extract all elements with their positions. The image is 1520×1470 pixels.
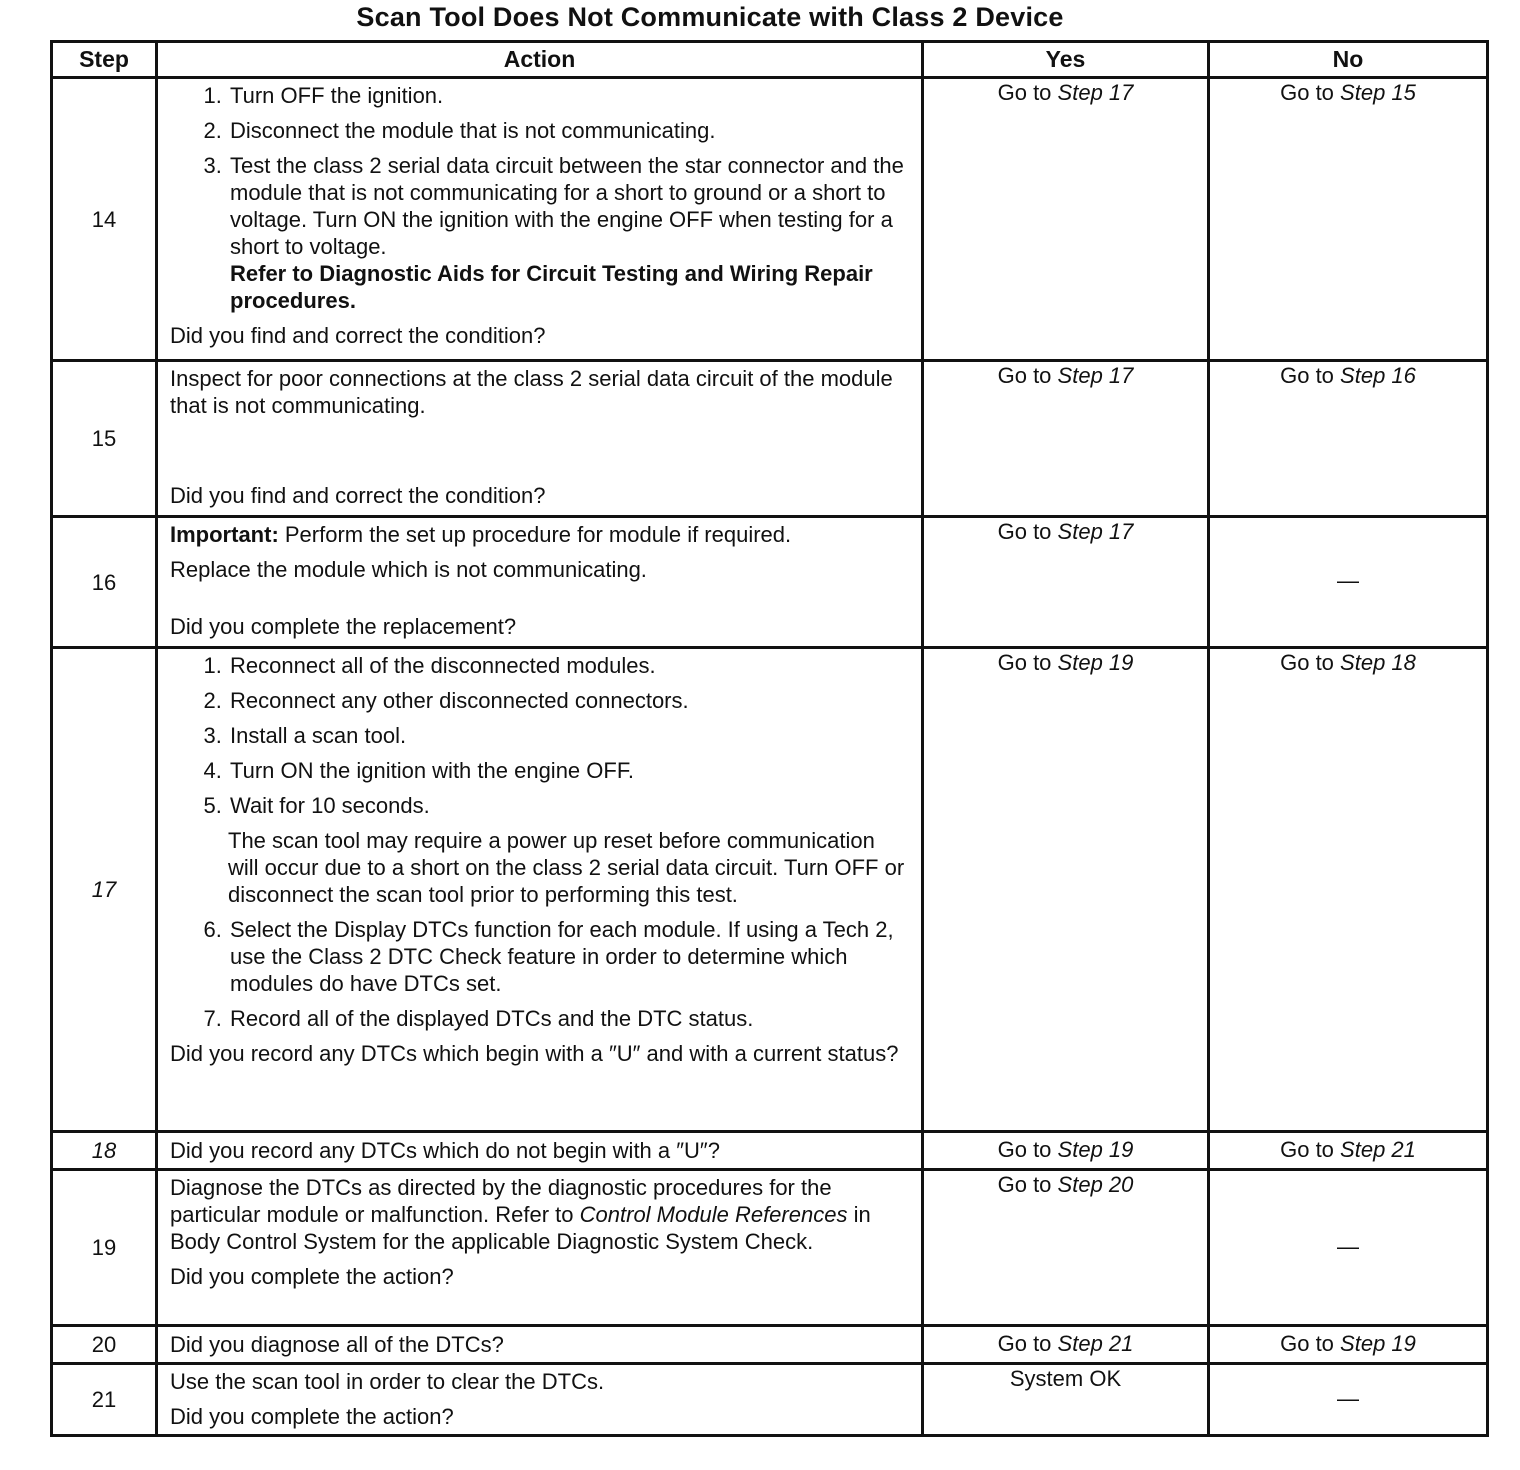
no-goto-link: Step 21 [1340, 1136, 1416, 1162]
step-number: 20 [52, 1326, 157, 1364]
no-goto-link: Step 19 [1340, 1330, 1416, 1356]
goto-prefix: Go to [1280, 650, 1334, 675]
no-dash: — [1337, 1233, 1359, 1259]
reference-note: Refer to Diagnostic Aids for Circuit Testing and Wiring Repair procedures. [230, 261, 873, 313]
yes-goto-link: Step 20 [1057, 1172, 1134, 1197]
step-number: 19 [52, 1170, 157, 1326]
step-number: 15 [52, 361, 157, 517]
action-list [170, 82, 911, 314]
goto-prefix: Go to [997, 363, 1052, 388]
no-dash: — [1337, 568, 1359, 593]
step-number: 17 [52, 648, 157, 1132]
action-cell [157, 361, 923, 517]
list-item: 3. Install a scan tool. [228, 722, 911, 749]
yes-cell [923, 361, 1209, 517]
goto-prefix: Go to [1280, 80, 1334, 105]
important-note [170, 521, 911, 548]
goto-prefix: Go to [997, 1330, 1052, 1356]
yes-cell [923, 78, 1209, 361]
yes-goto-link: Step 17 [1057, 363, 1134, 388]
goto-prefix: Go to [1280, 1330, 1334, 1356]
action-cell [157, 78, 923, 361]
question: Did you complete the action? [170, 1404, 454, 1429]
goto-prefix: Go to [997, 650, 1052, 675]
question: Did you find and correct the condition? [170, 483, 546, 508]
system-ok: System OK [1009, 1366, 1122, 1391]
action-cell [157, 1326, 923, 1364]
goto-prefix: Go to [997, 1172, 1052, 1197]
header-step: Step [52, 42, 157, 78]
list-item: 7. Record all of the displayed DTCs and the DTC status. [228, 1005, 911, 1032]
yes-goto-link: Step 17 [1057, 519, 1134, 544]
page-title: Scan Tool Does Not Communicate with Class 2 Device [356, 2, 1064, 32]
yes-cell [923, 1364, 1209, 1436]
yes-cell [923, 1170, 1209, 1326]
no-cell [1209, 1170, 1488, 1326]
no-dash: — [1337, 1385, 1359, 1411]
yes-goto-link: Step 21 [1057, 1330, 1134, 1356]
question: Did you find and correct the condition? [170, 323, 546, 348]
yes-goto-link: Step 19 [1057, 1136, 1134, 1162]
table-row-step-20 [52, 1326, 1488, 1364]
goto-prefix: Go to [997, 80, 1052, 105]
table-row-step-15 [52, 361, 1488, 517]
yes-cell [923, 1132, 1209, 1170]
action-text: Replace the module which is not communicating. [170, 557, 647, 582]
step-number: 18 [52, 1132, 157, 1170]
table-row-step-17 [52, 648, 1488, 1132]
header-row [52, 42, 1488, 78]
action-text: Inspect for poor connections at the class 2 serial data circuit of the module that is not communicating. [170, 366, 893, 418]
action-text [170, 1174, 911, 1255]
action-text-a: Diagnose the DTCs as directed by the diagnostic procedures for the particular module or malfunction. Refer to [170, 1175, 832, 1227]
diagnostic-table [50, 40, 1489, 1437]
no-cell [1209, 361, 1488, 517]
goto-prefix: Go to [1280, 363, 1334, 388]
yes-cell [923, 648, 1209, 1132]
yes-cell [923, 1326, 1209, 1364]
action-cell [157, 648, 923, 1132]
goto-prefix: Go to [997, 1136, 1052, 1162]
list-item [228, 152, 911, 314]
reference-link: Control Module References [579, 1202, 848, 1227]
list-item: 2. Reconnect any other disconnected connectors. [228, 687, 911, 714]
action-text-b: in Body Control System for the applicable Diagnostic System Check. [170, 1202, 871, 1254]
step-number: 21 [52, 1364, 157, 1436]
goto-prefix: Go to [1280, 1136, 1334, 1162]
list-item: 2. Disconnect the module that is not communicating. [228, 117, 911, 144]
no-cell [1209, 517, 1488, 648]
important-label: Important: [170, 522, 279, 547]
no-goto-link: Step 15 [1340, 80, 1416, 105]
question: Did you diagnose all of the DTCs? [170, 1331, 504, 1357]
action-cell [157, 1170, 923, 1326]
action-cell [157, 1132, 923, 1170]
important-text: Perform the set up procedure for module if required. [278, 522, 792, 547]
no-cell [1209, 1132, 1488, 1170]
note-text: The scan tool may require a power up reset before communication will occur due to a short on the class 2 serial data circuit. Turn OFF or disconnect the scan tool prior to performing this test. [228, 828, 905, 907]
list-item: 1. Turn OFF the ignition. [228, 82, 911, 109]
question: Did you record any DTCs which do not begin with a ″U″? [170, 1137, 720, 1163]
header-yes: Yes [923, 42, 1209, 78]
step-number: 16 [52, 517, 157, 648]
table-row-step-18 [52, 1132, 1488, 1170]
list-item-text: Test the class 2 serial data circuit between the star connector and the module that is not communicating for a short to ground or a short to voltage. Turn ON the ignition with the engine OFF when testing for a short to voltage. [230, 153, 904, 259]
action-list-continued [170, 916, 911, 1032]
goto-prefix: Go to [997, 519, 1052, 544]
action-text: Use the scan tool in order to clear the DTCs. [170, 1369, 605, 1394]
question: Did you record any DTCs which begin with a ″U″ and with a current status? [170, 1041, 899, 1066]
list-item: 4. Turn ON the ignition with the engine OFF. [228, 757, 911, 784]
header-action: Action [157, 42, 923, 78]
no-goto-link: Step 18 [1340, 650, 1416, 675]
list-item: 1. Reconnect all of the disconnected modules. [228, 652, 911, 679]
no-cell [1209, 1364, 1488, 1436]
yes-goto-link: Step 19 [1057, 650, 1134, 675]
step-number: 14 [52, 78, 157, 361]
question: Did you complete the action? [170, 1264, 454, 1289]
no-cell [1209, 78, 1488, 361]
yes-goto-link: Step 17 [1057, 80, 1134, 105]
table-row-step-14 [52, 78, 1488, 361]
action-list [170, 652, 911, 819]
table-row-step-21 [52, 1364, 1488, 1436]
table-row-step-16 [52, 517, 1488, 648]
header-no: No [1209, 42, 1488, 78]
action-cell [157, 517, 923, 648]
no-goto-link: Step 16 [1340, 363, 1416, 388]
question: Did you complete the replacement? [170, 614, 517, 639]
no-cell [1209, 648, 1488, 1132]
yes-cell [923, 517, 1209, 648]
action-cell [157, 1364, 923, 1436]
list-item: 6. Select the Display DTCs function for each module. If using a Tech 2, use the Class 2 DTC Check feature in order to determine which modules do have DTCs set. [228, 916, 911, 997]
no-cell [1209, 1326, 1488, 1364]
table-row-step-19 [52, 1170, 1488, 1326]
list-item: 5. Wait for 10 seconds. [228, 792, 911, 819]
